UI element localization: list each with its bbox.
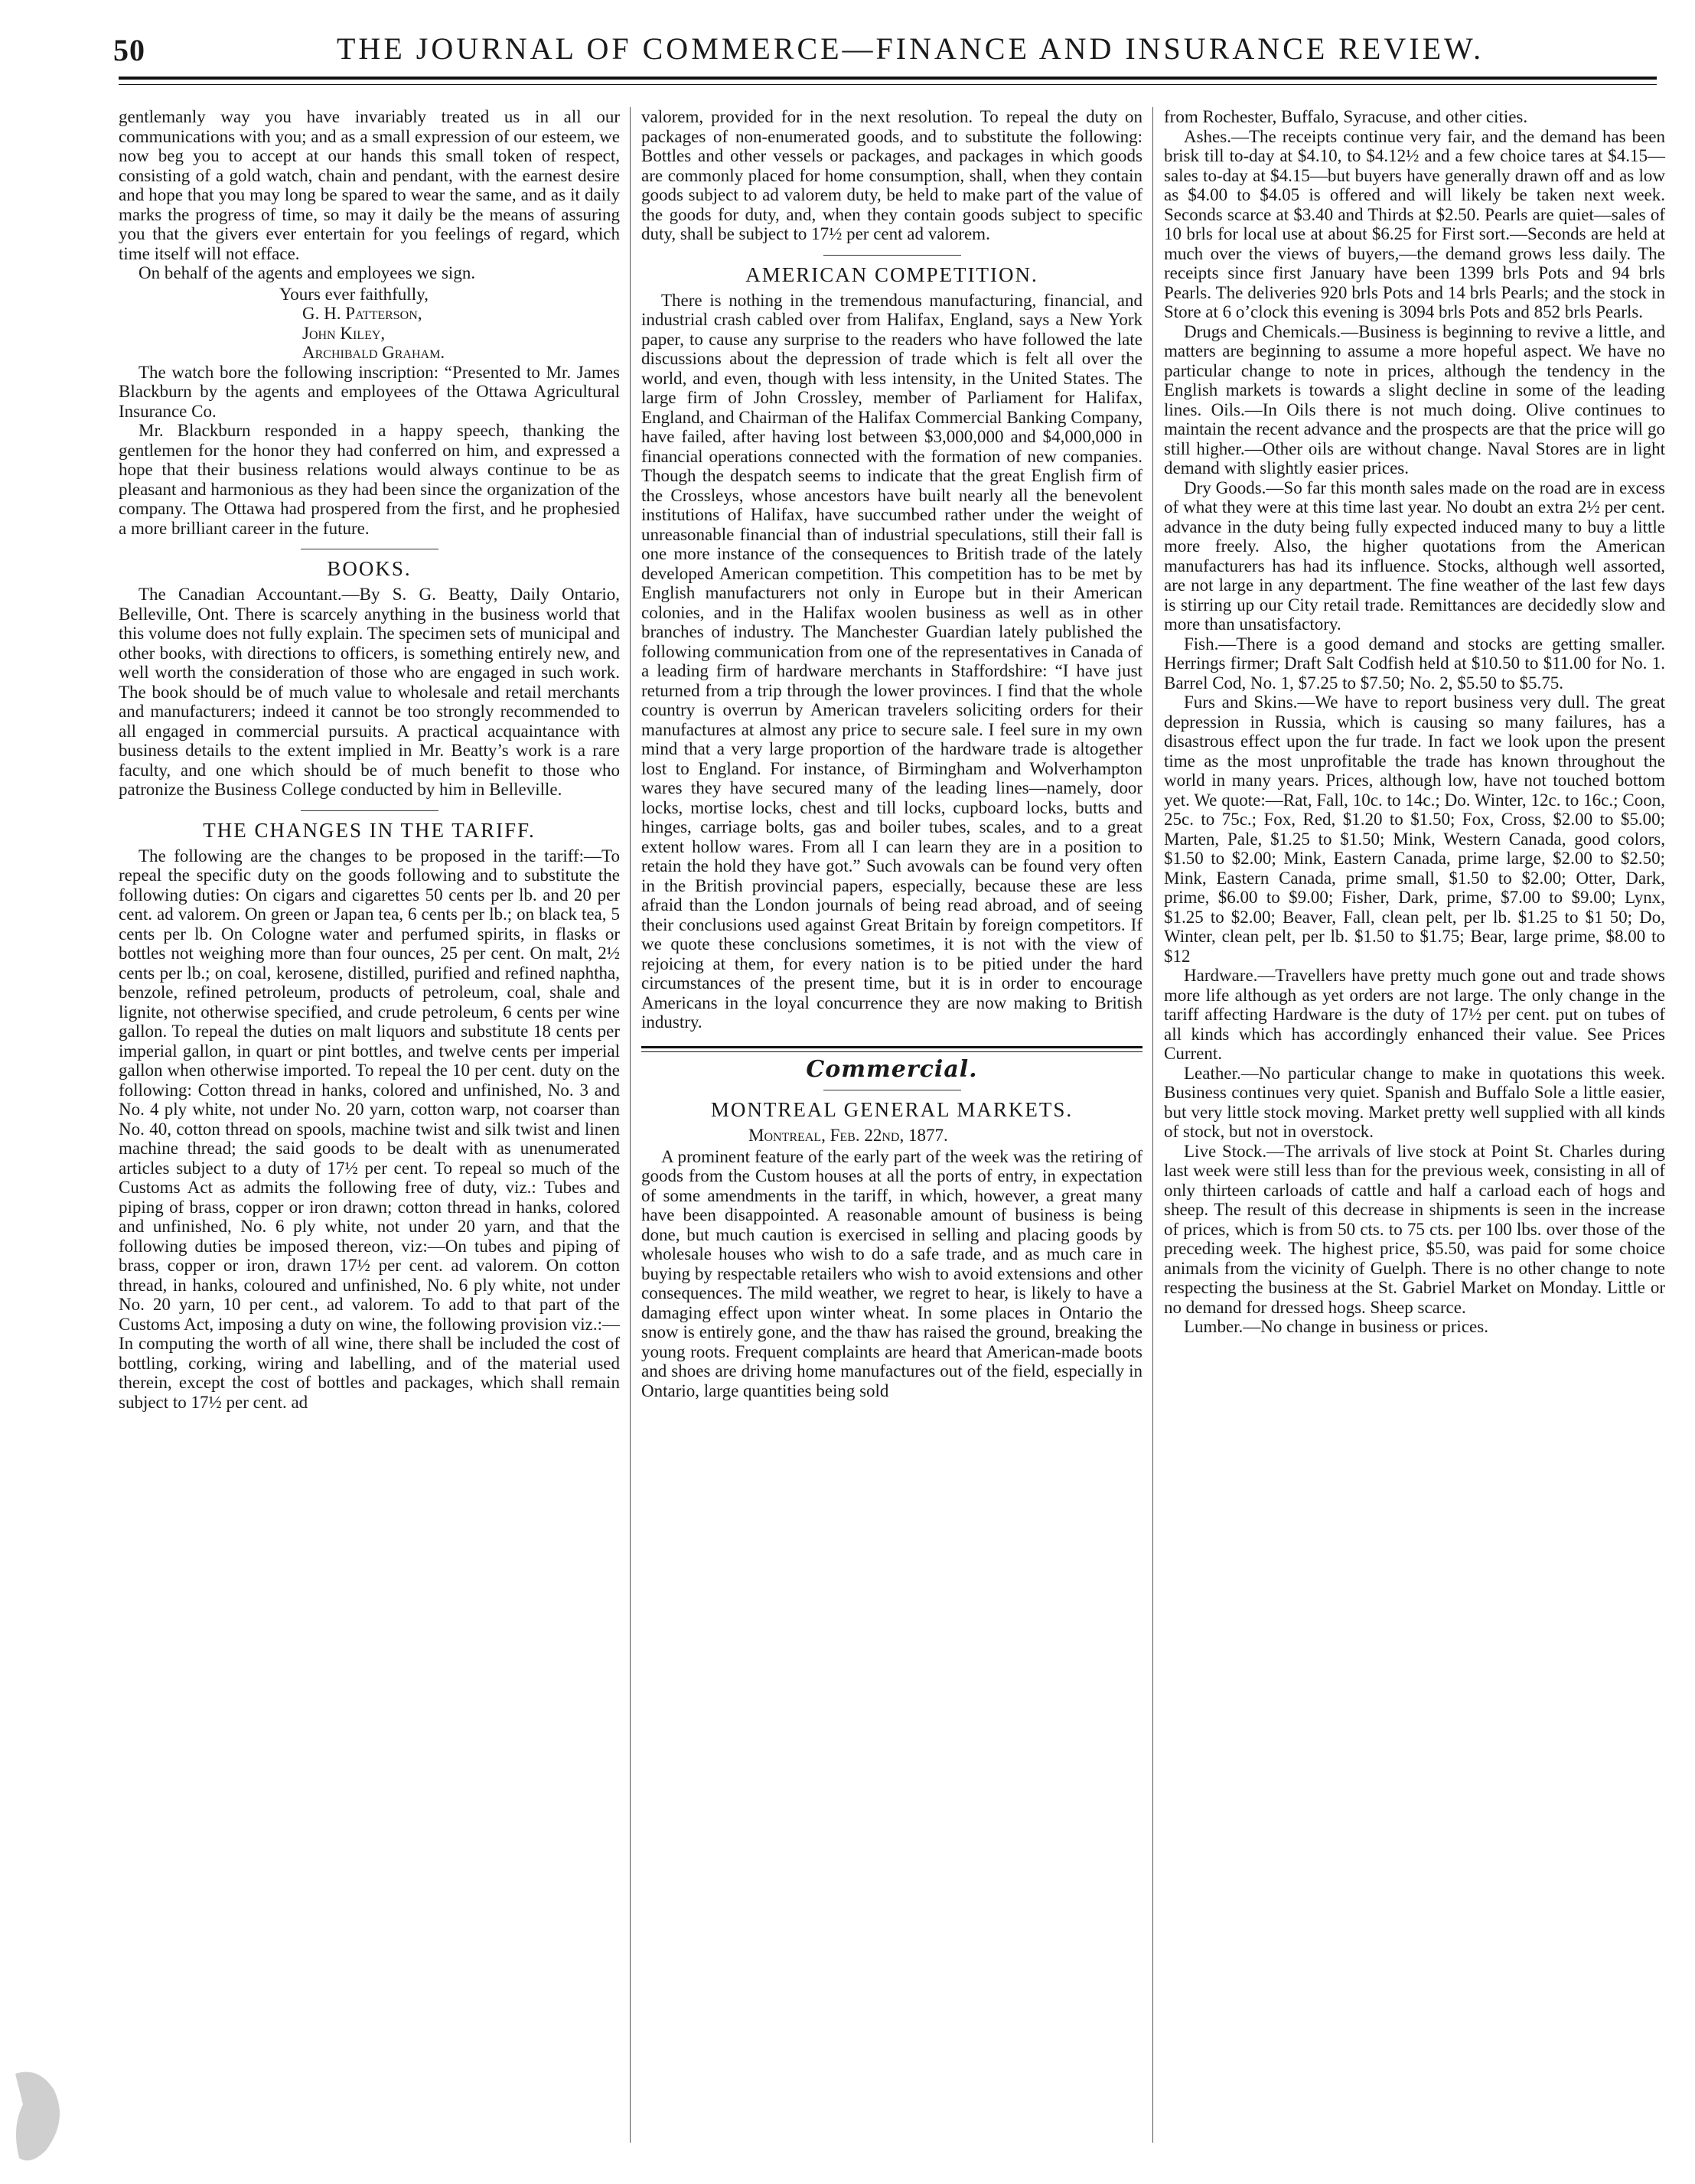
section-heading-competition: AMERICAN COMPETITION. (745, 262, 1038, 286)
market-report-hardware: Hardware.—Travellers have pretty much gone out and trade shows more life although as yet orders are not large. The only change in the tariff affecting Hardware is the duty of 17½ per cent. put on tubes of all kinds which has accordingly enhanced their value. See Prices Current. (1164, 966, 1665, 1063)
column-separator (630, 107, 631, 2143)
section-heading-books: BOOKS. (327, 557, 412, 580)
signature-closing: Yours ever faithfully, (279, 284, 429, 304)
signature-name: John Kiley, (302, 323, 386, 343)
market-report-lumber: Lumber.—No change in business or prices. (1184, 1317, 1488, 1336)
market-report-ashes: Ashes.—The receipts continue very fair, and the demand has been brisk till to-day at $4.10, to $4.12½ and a few choice tares at $4.15—sales to-day at $4.15—but buyers have generally drawn off and as low as $4.00 to $4.05 is offered and will likely be taken next week. Seconds scarce at $3.40 and Thirds at $2.50. Pearls are quiet—sales of 10 brls for local use at about $6.25 for First sort.—Seconds are held at much over the views of buyers,—the demand grows less daily. The receipts since first January have been 1399 brls Pots and 94 brls Pearls. The deliveries 920 brls Pots and 14 brls Pearls; and the stock in Store at 6 o’clock this evening is 3094 brls Pots and 852 brls Pearls. (1164, 126, 1665, 321)
column-right (1164, 107, 1665, 1337)
signature-name: Archibald Graham. (302, 343, 445, 362)
paragraph: A prominent feature of the early part of the week was the retiring of goods from the Custom houses at all the ports of entry, in expectation of some amendments in the tariff, in which, however, a great many have been disappointed. A reasonable amount of business is being done, but much caution is exercised in selling and placing goods by wholesale houses who wish to do a safe trade, and as much care in buying by respectable retailers who wish to avoid extensions and other consequences. The mild weather, we regret to hear, is likely to have a damaging effect upon winter wheat. In some places in Ontario the snow is entirely gone, and the thaw has raised the ground, breaking the young roots. Frequent complaints are heard that American-made boots and shoes are driving home manufactures out of the field, especially in Ontario, large quantities being sold (641, 1146, 1142, 1400)
dateline: Montreal, Feb. 22nd, 1877. (748, 1126, 948, 1145)
section-double-rule (641, 1046, 1142, 1048)
scan-artifact (8, 2059, 99, 2173)
paragraph: The Canadian Accountant.—By S. G. Beatty, Daily Ontario, Belleville, Ont. There is scarcely anything in the business world that this volume does not fully explain. The specimen sets of municipal and other books, with directions to officers, is something entirely new, and well worth the consideration of those who are engaged in such work. The book should be of much value to wholesale and retail merchants and manufacturers; indeed it cannot be too strongly recommended to all engaged in commercial pursuits. A practical acquaintance with business details to the extent implied in Mr. Beatty’s work is a rare faculty, and one which should be of much benefit to those who patronize the Business College conducted by him in Belleville. (119, 585, 620, 799)
paragraph: The following are the changes to be proposed in the tariff:—To repeal the specific duty on the goods following and to substitute the following duties: On cigars and cigarettes 50 cents per lb. and 20 per cent. ad valorem. On green or Japan tea, 6 cents per lb.; on black tea, 5 cents per lb. On Cologne water and perfumed spirits, in flasks or bottles not weighing more than four ounces, 25 per cent. On malt, 2½ cents per lb.; on coal, kerosene, distilled, purified and refined naphtha, benzole, refined petroleum, products of petroleum, coal, shale and lignite, not otherwise specified, and crude petroleum, 6 cents per wine gallon. To repeal the duties on malt liquors and substitute 18 cents per imperial gallon, in quart or pint bottles, and twelve cents per imperial gallon when otherwise imported. To repeal the 10 per cent. duty on the following: Cotton thread in hanks, colored and unfinished, No. 3 and No. 4 ply white, not under No. 20 yarn, cotton warp, not coarser than No. 40, cotton thread on spools, machine twist and silk twist and linen machine thread; the said goods to be dealt with as unenumerated articles subject to a duty of 17½ per cent. To repeal so much of the Customs Act as admits the following free of duty, viz.: Tubes and piping of brass, copper or iron drawn; cotton thread in hanks, colored and unfinished, No. 6 ply white, not under 20 yarn, and that the following duties be imposed thereon, viz:—On tubes and piping of brass, copper or iron, drawn 17½ per cent. ad valorem. On cotton thread, in hanks, coloured and unfinished, No. 6 ply white, not under No. 20 yarn, 10 per cent., ad valorem. To add to that part of the Customs Act, imposing a duty on wine, the following provision viz.:—In computing the worth of all wine, there shall be included the cost of bottling, corking, wiring and labelling, and of the material used therein, except the cost of bottles and packages, which shall remain subject to 17½ per cent. ad (119, 846, 620, 1412)
paragraph: On behalf of the agents and employees we sign. (139, 263, 476, 282)
section-rule (823, 255, 961, 256)
column-separator (1152, 107, 1153, 2143)
section-heading-markets: MONTREAL GENERAL MARKETS. (710, 1098, 1074, 1121)
page-number: 50 (113, 33, 145, 67)
market-report-leather: Leather.—No particular change to make in quotations this week. Business continues very quiet. Spanish and Buffalo Sole a little easier, but very little stock moving. Market pretty well supplied with all kinds of stock, but not in overstock. (1164, 1063, 1665, 1141)
paragraph: The watch bore the following inscription: “Presented to Mr. James Blackburn by the agents and employees of the Ottawa Agricultural Insurance Co. (119, 362, 620, 421)
paragraph: valorem, provided for in the next resolution. To repeal the duty on packages of non-enumerated goods, and to substitute the following: Bottles and other vessels or packages, and packages in which goods are commonly placed for home consumption, shall, when they contain goods subject to ad valorem duty, be held to make part of the value of the goods for duty, and, when they contain goods subject to specific duty, shall be subject to 17½ per cent ad valorem. (641, 107, 1142, 243)
market-report-drugs: Drugs and Chemicals.—Business is beginning to revive a little, and matters are beginning to assume a more hopeful aspect. We have no particular change to note in prices, although the tendency in the English markets is towards a slight decline in some of the leading lines. Oils.—In Oils there is not much doing. Olive continues to maintain the recent advance and the prospects are that the price will go still higher.—Other oils are without change. Naval Stores are in light demand with slightly easier prices. (1164, 321, 1665, 478)
section-rule (301, 810, 438, 811)
column-left (119, 107, 620, 1412)
market-report-dry-goods: Dry Goods.—So far this month sales made on the road are in excess of what they were at this time last year. No doubt an extra 2½ per cent. advance in the duty being fully expected induced many to buy a little more freely. Also, the higher quotations from the American manufacturers has had its influence. Stocks, although well assorted, are not large in any department. The fine weather of the last few days is stirring up our City retail trade. Remittances are decidedly slow and more than unsatisfactory. (1164, 478, 1665, 634)
signature-name: G. H. Patterson, (302, 304, 422, 323)
market-report-furs: Furs and Skins.—We have to report business very dull. The great depression in Russia, which is causing so many failures, has a disastrous effect upon the fur trade. In fact we look upon the present time as the most unprofitable the trade has known throughout the world in many years. Prices, although low, have not touched bottom yet. We quote:—Rat, Fall, 10c. to 14c.; Do. Winter, 12c. to 16c.; Coon, 25c. to 75c.; Fox, Red, $1.20 to $1.50; Fox, Cross, $2.00 to $5.00; Marten, Pale, $1.25 to $1.50; Mink, Western Canada, good colors, $1.50 to $2.00; Mink, Eastern Canada, prime large, $2.00 to $2.50; Mink, Eastern Canada, prime small, $1.50 to $2.00; Otter, Dark, prime, $6.00 to $9.00; Fisher, Dark, prime, $7.00 to $9.00; Lynx, $1.25 to $2.00; Beaver, Fall, clean pelt, per lb. $1.25 to $1 50; Do, Winter, clean pelt, per lb. $1.50 to $1.75; Bear, large prime, $8.00 to $12 (1164, 693, 1665, 966)
header-rule (119, 77, 1657, 80)
section-heading-tariff: THE CHANGES IN THE TARIFF. (203, 818, 536, 842)
paragraph: gentlemanly way you have invariably treated us in all our communications with you; and as a small expression of our esteem, we now beg you to accept at our hands this small token of respect, consisting of a gold watch, chain and pendant, with the earnest desire and hope that you may long be spared to wear the same, and as it daily marks the progress of time, so may it daily be the means of assuring you that the givers ever entertain for you feelings of regard, which time itself will not efface. (119, 107, 620, 263)
header-rule-thin (119, 84, 1657, 85)
paragraph: from Rochester, Buffalo, Syracuse, and other cities. (1164, 107, 1528, 126)
section-heading-commercial: Commercial. (806, 1055, 978, 1083)
paragraph: Mr. Blackburn responded in a happy speech, thanking the gentlemen for the honor they had conferred on him, and expressed a hope that their business relations would always continue to be as pleasant and harmonious as they had been since the organization of the company. The Ottawa had prospered from the first, and he prophesied a more brilliant career in the future. (119, 421, 620, 538)
column-middle (641, 107, 1142, 1400)
market-report-live-stock: Live Stock.—The arrivals of live stock at Point St. Charles during last week were still less than for the previous week, consisting in all of only thirteen carloads of cattle and half a carload each of hogs and sheep. The result of this decrease in shipments is seen in the increase of prices, which is from 50 cts. to 75 cts. per 100 lbs. over those of the preceding week. The highest price, $5.50, was paid for some choice animals from the vicinity of Guelph. There is no other change to note respecting the business at the St. Gabriel Market on Monday. Little or no demand for dressed hogs. Sheep scarce. (1164, 1141, 1665, 1317)
paragraph: There is nothing in the tremendous manufacturing, financial, and industrial crash cabled over from Halifax, England, says a New York paper, to cause any surprise to the readers who have followed the late discussions about the depression of trade which is felt all over the world, and even, though with less intensity, in the United States. The large firm of John Crossley, member of Parliament for Halifax, England, and Chairman of the Halifax Commercial Banking Company, have failed, after having lost between $3,000,000 and $4,000,000 in financial operations connected with the formation of new companies. Though the despatch seems to indicate that the great English firm of the Crossleys, whose ancestors have built nearly all the benevolent institutions of Halifax, have succumbed rather under the weight of unreasonable financial than of industrial speculations, still their fall is one more instance of the consequences to British trade of the lately developed American competition. This competition has to be met by English manufacturers not only in Europe but in their American colonies, and in the Halifax woolen business as well as in other branches of industry. The Manchester Guardian lately published the following communication from one of the representatives in Canada of a leading firm of hardware merchants in Staffordshire: “I have just returned from a trip through the lower provinces. I find that the whole country is overrun by American travelers soliciting orders for their manufactures at almost any price to secure sale. I feel sure in my own mind that a very large proportion of the hardware trade is altogether lost to England. For instance, of Birmingham and Wolverhampton wares they have secured many of the leading lines—namely, door locks, mortise locks, chest and till locks, cupboard locks, butts and hinges, carriage bolts, gas and boiler tubes, scales, and to a great extent hollow wares. From all I can learn they are in a position to retain the hold they have got.” Such avowals can be found very often in the British provincial papers, especially, because these are less afraid than the London journals of being read abroad, and of seeing their conclusions used against Great Britain by foreign competitors. If we quote these conclusions sometimes, it is not with the view of rejoicing at them, for every nation is to be pitied under the hard circumstances of the present time, but it is in order to encourage Americans in the loyal concurrence they are now making to British industry. (641, 290, 1142, 1032)
section-double-rule-thin (641, 1051, 1142, 1052)
running-head: THE JOURNAL OF COMMERCE—FINANCE AND INSURANCE REVIEW. (337, 31, 1485, 66)
market-report-fish: Fish.—There is a good demand and stocks are getting smaller. Herrings firmer; Draft Salt Codfish held at $10.50 to $11.00 for No. 1. Barrel Cod, No. 1, $7.25 to $7.50; No. 2, $5.50 to $5.75. (1164, 634, 1665, 693)
signature-block (119, 285, 620, 363)
